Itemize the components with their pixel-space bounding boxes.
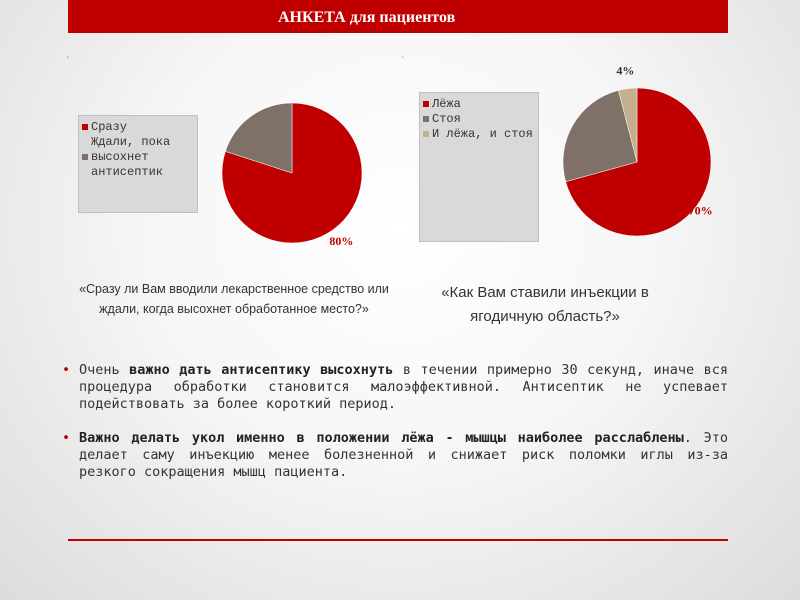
legend-swatch (82, 124, 88, 130)
bullet-marker: • (62, 362, 71, 378)
legend-label: Сразу (91, 120, 128, 134)
chart2-legend-item (422, 112, 538, 127)
chart2-legend (419, 92, 539, 242)
legend-label: И лёжа, и стоя (432, 127, 533, 141)
chart1-data-label: 80% (329, 233, 354, 248)
chart2-data-label: 70% (688, 203, 713, 218)
bullet-text-part: . Это делает саму инъекцию менее болезненной и снижает риск поломки иглы из-за резкого сокращения мышц пациента. (79, 430, 728, 480)
chart1-legend-item (81, 120, 197, 135)
footer-divider (68, 539, 728, 541)
bullet-list (62, 362, 728, 498)
legend-label: антисептик (91, 165, 164, 179)
legend-swatch (423, 101, 429, 107)
legend-swatch (423, 116, 429, 122)
chart2-caption: «Как Вам ставили инъекции в ягодичную область?» (441, 284, 649, 325)
chart1-legend (78, 115, 198, 213)
slide-title: АНКЕТА для пациентов (68, 0, 728, 33)
legend-swatch (423, 131, 429, 137)
chart1-legend-item (81, 135, 197, 150)
decor-tick-right: ` (401, 56, 405, 67)
chart2-pie (555, 60, 725, 245)
bullet-item (62, 362, 728, 413)
decor-tick-left: ` (66, 56, 70, 67)
chart2-data-label: 4% (616, 63, 635, 78)
legend-label: Лёжа (432, 97, 461, 111)
chart1-caption: «Сразу ли Вам вводили лекарственное средство или ждали, когда высохнет обработанное место?» (79, 282, 389, 316)
bullet-text (79, 430, 728, 481)
legend-label: Стоя (432, 112, 461, 126)
legend-label: высохнет (91, 150, 149, 164)
bullet-marker: • (62, 430, 71, 446)
bullet-text-bold: важно дать антисептику высохнуть (129, 362, 394, 378)
chart2-legend-item (422, 127, 538, 142)
chart1-legend-item (81, 150, 197, 165)
chart1-legend-item (81, 165, 197, 180)
chart2-legend-item (422, 97, 538, 112)
legend-label: Ждали, пока (91, 135, 171, 149)
bullet-item (62, 430, 728, 481)
legend-swatch (82, 154, 88, 160)
chart2-data-label: 25% (574, 126, 599, 140)
bullet-text-bold: Важно делать укол именно в положении лёжа - мышцы наиболее расслаблены (79, 430, 684, 446)
chart1-data-label: 20% (254, 130, 279, 145)
bullet-text-part: Очень (79, 362, 130, 378)
chart1-pie (210, 95, 380, 255)
bullet-text (79, 362, 728, 413)
bullet-text-part: в течении примерно 30 секунд, иначе вся процедура обработки становится малоэффективной. Антисептик не успевает подействовать за более короткий период. (79, 362, 728, 412)
